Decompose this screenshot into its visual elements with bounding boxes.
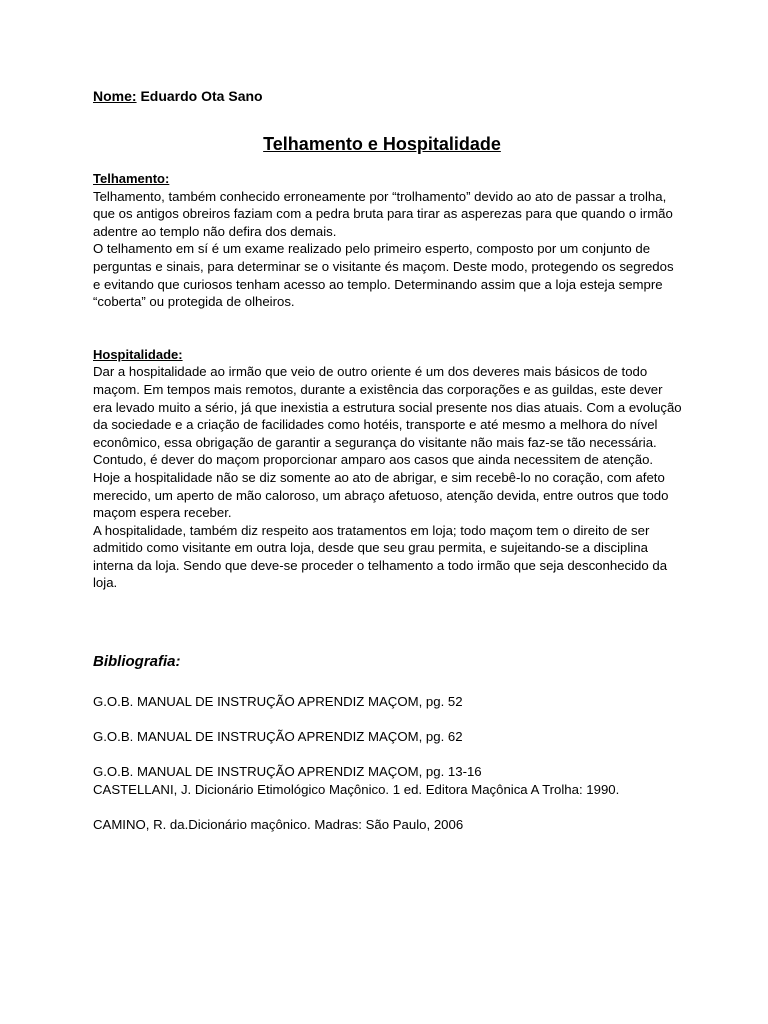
section-heading-hospitalidade: Hospitalidade: (93, 346, 183, 362)
author-label: Nome: (93, 88, 137, 104)
section-telhamento (93, 170, 683, 311)
bibliography-entry: G.O.B. MANUAL DE INSTRUÇÃO APRENDIZ MAÇOM, pg. 13-16 (93, 764, 482, 780)
paragraph: Dar a hospitalidade ao irmão que veio de outro oriente é um dos deveres mais básicos de todo maçom. Em tempos mais remotos, durante a existência das corporações e as guildas, este dever era levado muito a sério, já que inexistia a estrutura social presente nos dias atuais. Com a evolução da sociedade e a criação de facilidades como hotéis, transporte e até mesmo a melhora do nível econômico, essa obrigação de garantir a segurança do visitante não mais faz-se tão necessária. Contudo, é dever do maçom proporcionar amparo aos casos que ainda necessitem de atenção. (93, 364, 682, 468)
bibliography-entry: G.O.B. MANUAL DE INSTRUÇÃO APRENDIZ MAÇOM, pg. 52 (93, 694, 463, 710)
bibliography-list (93, 693, 683, 834)
bibliography-entry: G.O.B. MANUAL DE INSTRUÇÃO APRENDIZ MAÇOM, pg. 62 (93, 729, 463, 745)
bibliography-entry: CAMINO, R. da.Dicionário maçônico. Madras: São Paulo, 2006 (93, 817, 464, 833)
section-hospitalidade (93, 346, 683, 592)
author-name: Eduardo Ota Sano (140, 88, 263, 104)
paragraph: A hospitalidade, também diz respeito aos tratamentos em loja; todo maçom tem o direito de ser admitido como visitante em outra loja, desde que seu grau permita, e sujeitando-se a disciplina interna da loja. Sendo que deve-se proceder o telhamento a todo irmão que seja desconhecido da loja. (93, 522, 668, 591)
section-heading-telhamento: Telhamento: (93, 171, 170, 186)
author-line (93, 86, 683, 106)
paragraph: Hoje a hospitalidade não se diz somente ao ato de abrigar, e sim recebê-lo no coração, com afeto merecido, um aperto de mão caloroso, um abraço afetuoso, atenção devida, entre outros que todo maçom espera receber. (93, 469, 669, 521)
document-page (93, 86, 683, 834)
paragraph: Telhamento, também conhecido erroneamente por “trolhamento” devido ao ato de passar a trolha, que os antigos obreiros faziam com a pedra bruta para tirar as asperezas para que quando o irmão adentre ao templo não defira dos demais. (93, 188, 673, 239)
paragraph: O telhamento em sí é um exame realizado pelo primeiro esperto, composto por um conjunto de perguntas e sinais, para determinar se o visitante és maçom. Deste modo, protegendo os segredos e evitando que curiosos tenham acesso ao templo. Determinando assim que a loja esteja sempre “coberta” ou protegida de olheiros. (93, 241, 674, 310)
bibliography-heading: Bibliografia: (93, 653, 181, 671)
bibliography-entry: CASTELLANI, J. Dicionário Etimológico Maçônico. 1 ed. Editora Maçônica A Trolha: 1990. (93, 782, 620, 798)
document-title: Telhamento e Hospitalidade (263, 134, 501, 154)
